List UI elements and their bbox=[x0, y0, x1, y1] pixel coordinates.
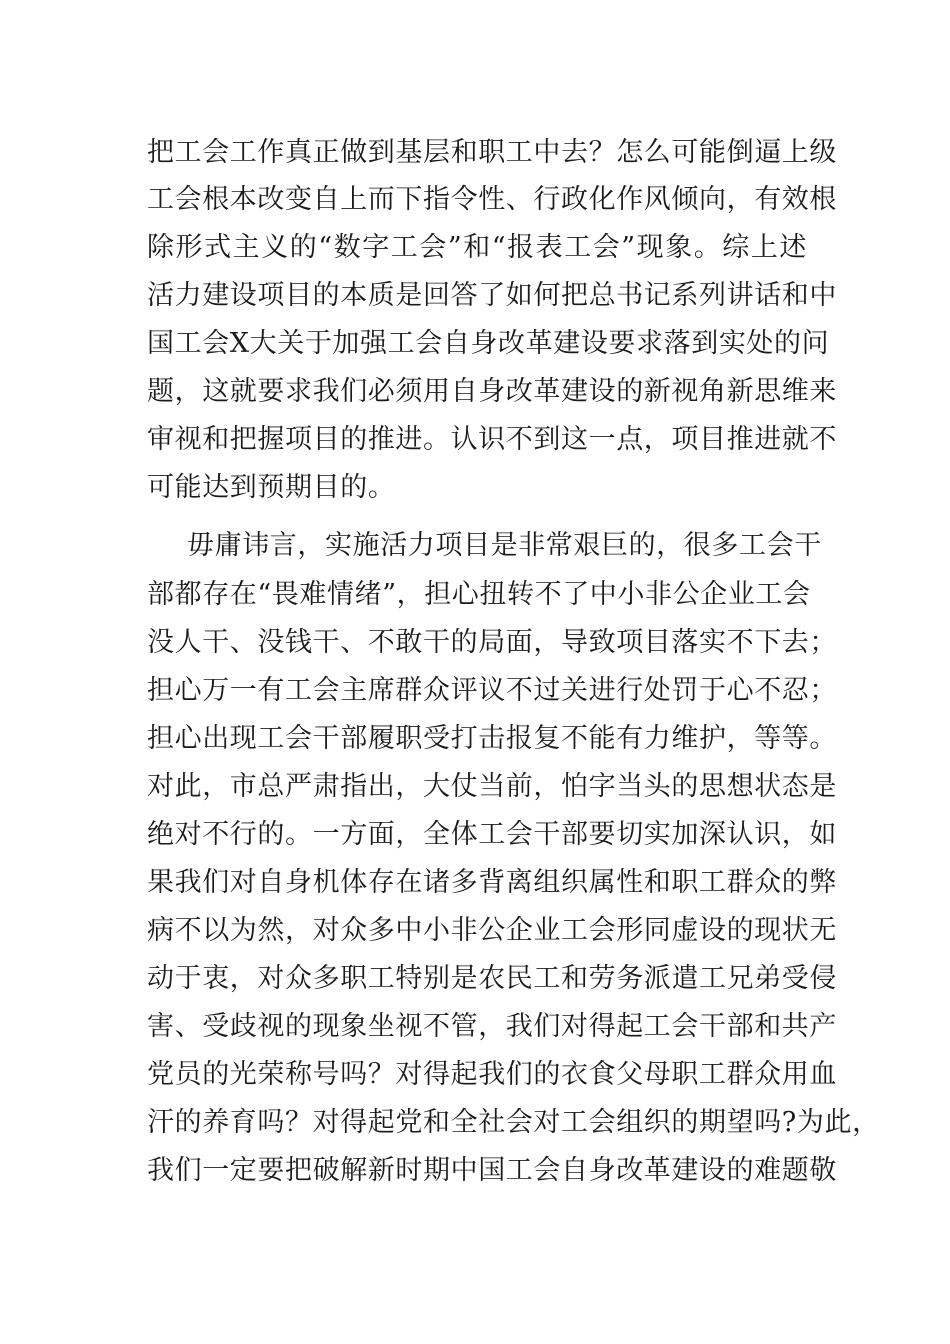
text-line: 我们一定要把破解新时期中国工会自身改革建设的难题敬 bbox=[147, 1155, 837, 1186]
text-line: 部都存在“畏难情绪”，担心扭转不了中小非公企业工会 bbox=[147, 579, 811, 610]
text-line: 题，这就要求我们必须用自身改革建设的新视角新思维来 bbox=[147, 376, 837, 407]
text-line: 活力建设项目的本质是回答了如何把总书记系列讲话和中 bbox=[147, 280, 837, 311]
text-line: 绝对不行的。一方面，全体工会干部要切实加深认识，如 bbox=[147, 819, 837, 850]
text-line: 工会根本改变自上而下指令性、行政化作风倾向，有效根 bbox=[147, 184, 837, 215]
text-line: 没人干、没钱干、不敢干的局面，导致项目落实不下去； bbox=[147, 627, 837, 658]
text-line: 党员的光荣称号吗？对得起我们的衣食父母职工群众用血 bbox=[147, 1059, 837, 1090]
text-line: 审视和把握项目的推进。认识不到这一点，项目推进就不 bbox=[147, 424, 837, 455]
paragraph-first-line: 毋庸讳言，实施活力项目是非常艰巨的，很多工会干 bbox=[187, 530, 822, 561]
text-line: 果我们对自身机体存在诸多背离组织属性和职工群众的弊 bbox=[147, 867, 837, 898]
text-line: 害、受歧视的现象坐视不管，我们对得起工会干部和共产 bbox=[147, 1011, 837, 1042]
text-line: 汗的养育吗？对得起党和全社会对工会组织的期望吗?为此， bbox=[147, 1107, 880, 1138]
text-line: 动于衷，对众多职工特别是农民工和劳务派遣工兄弟受侵 bbox=[147, 963, 837, 994]
text-line: 担心万一有工会主席群众评议不过关进行处罚于心不忍； bbox=[147, 675, 837, 706]
text-line: 担心出现工会干部履职受打击报复不能有力维护，等等。 bbox=[147, 723, 837, 754]
text-line: 把工会工作真正做到基层和职工中去？怎么可能倒逼上级 bbox=[147, 137, 837, 168]
text-line-last: 可能达到预期目的。 bbox=[147, 472, 396, 503]
text-line: 对此，市总严肃指出，大仗当前，怕字当头的思想状态是 bbox=[147, 771, 837, 802]
text-line: 国工会X大关于加强工会自身改革建设要求落到实处的问 bbox=[147, 328, 830, 359]
text-line: 病不以为然，对众多中小非公企业工会形同虚设的现状无 bbox=[147, 915, 837, 946]
text-line: 除形式主义的“数字工会”和“报表工会”现象。综上述 bbox=[147, 232, 807, 263]
